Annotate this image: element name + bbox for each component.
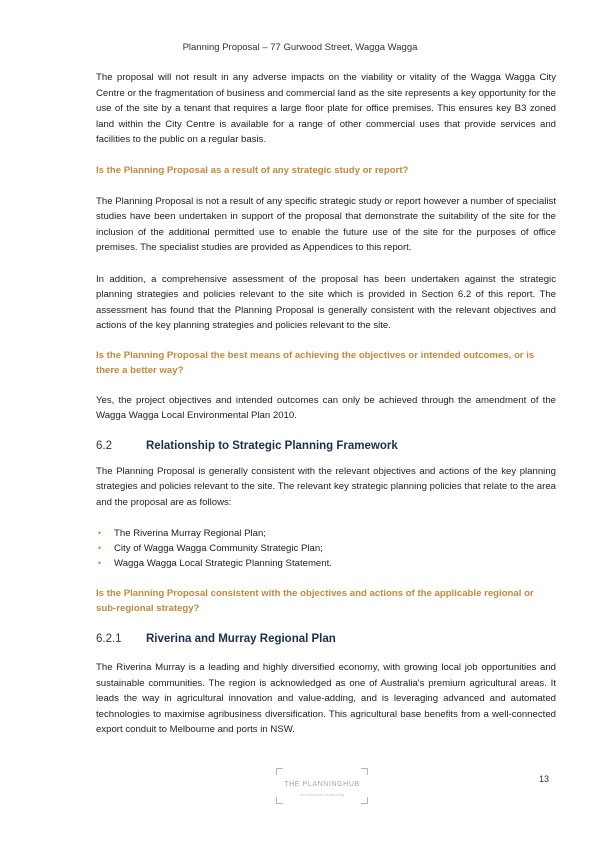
bullet-icon: • — [98, 558, 102, 568]
bullet-icon: • — [98, 543, 102, 553]
policy-list — [96, 526, 556, 571]
page-number: 13 — [539, 774, 550, 784]
paragraph-riverina-murray: The Riverina Murray is a leading and highly diversified economy, with growing local job opportunities and sustainable communities. The region is acknowledged as one of Australia's premium agricultural areas. It leads the way in agricultural innovation and value-adding, and is leveraging advanced and automated technologies to maximise agribusiness diversification. This agricultural base benefits from a well-connected export conduit to Melbourne and ports in NSW. — [96, 662, 556, 735]
paragraph-viability: The proposal will not result in any adverse impacts on the viability or vitality of the Wagga Wagga City Centre or the fragmentation of business and commercial land as the site represents a key opportunity for the use of the site by a tenant that requires a large floor plate for office premises. This ensures key B3 zoned land within the City Centre is available for a range of other commercial uses that provide services and facilities to the public on a regular basis. — [96, 72, 556, 145]
section-heading-6-2-1 — [96, 633, 556, 645]
main-content — [96, 70, 556, 738]
list-item: • City of Wagga Wagga Community Strategic Plan; — [98, 543, 323, 554]
paragraph-consistency: The Planning Proposal is generally consistent with the relevant objectives and actions of the key planning strategies and policies relevant to the site. The relevant key strategic planning policies that relate to the area and the proposal are as follows: — [96, 465, 556, 508]
planninghub-logo — [276, 768, 368, 804]
logo-tagline: the character of planning — [299, 792, 345, 797]
list-item: • Wagga Wagga Local Strategic Planning Statement. — [98, 558, 332, 569]
question-best-means: Is the Planning Proposal the best means of achieving the objectives or intended outcomes, or is there a better way? — [96, 349, 535, 376]
bullet-icon: • — [98, 528, 102, 538]
paragraph-specialist-studies: The Planning Proposal is not a result of any specific strategic study or report however a number of specialist studies have been undertaken in support of the proposal that demonstrate the suitability of the site for the inclusion of the additional permitted use to enable the future use of the site for the purposes of office premises. The specialist studies are provided as Appendices to this report. — [96, 195, 556, 253]
section-number: 6.2.1 — [96, 633, 122, 645]
section-title: Relationship to Strategic Planning Framework — [146, 439, 398, 452]
running-header: Planning Proposal – 77 Gurwood Street, Wagga Wagga — [182, 42, 418, 53]
logo-name: THE PLANNINGHUB — [284, 781, 360, 788]
section-heading-6-2 — [96, 440, 556, 452]
paragraph-lep-amendment: Yes, the project objectives and intended outcomes can only be achieved through the amendment of the Wagga Wagga Local Environmental Plan 2010. — [96, 394, 556, 421]
section-number: 6.2 — [96, 439, 112, 452]
list-item: • The Riverina Murray Regional Plan; — [98, 528, 266, 539]
paragraph-assessment: In addition, a comprehensive assessment of the proposal has been undertaken against the strategic planning strategies and policies relevant to the site which is provided in Section 6.2 of this report. The assessment has found that the Planning Proposal is generally consistent with the relevant objectives and actions of the key planning strategies and policies relevant to the site. — [96, 273, 556, 331]
question-regional-strategy: Is the Planning Proposal consistent with the objectives and actions of the applicable regional or sub-regional strategy? — [96, 588, 534, 614]
question-strategic-study: Is the Planning Proposal as a result of any strategic study or report? — [96, 164, 409, 176]
section-title: Riverina and Murray Regional Plan — [146, 633, 336, 645]
